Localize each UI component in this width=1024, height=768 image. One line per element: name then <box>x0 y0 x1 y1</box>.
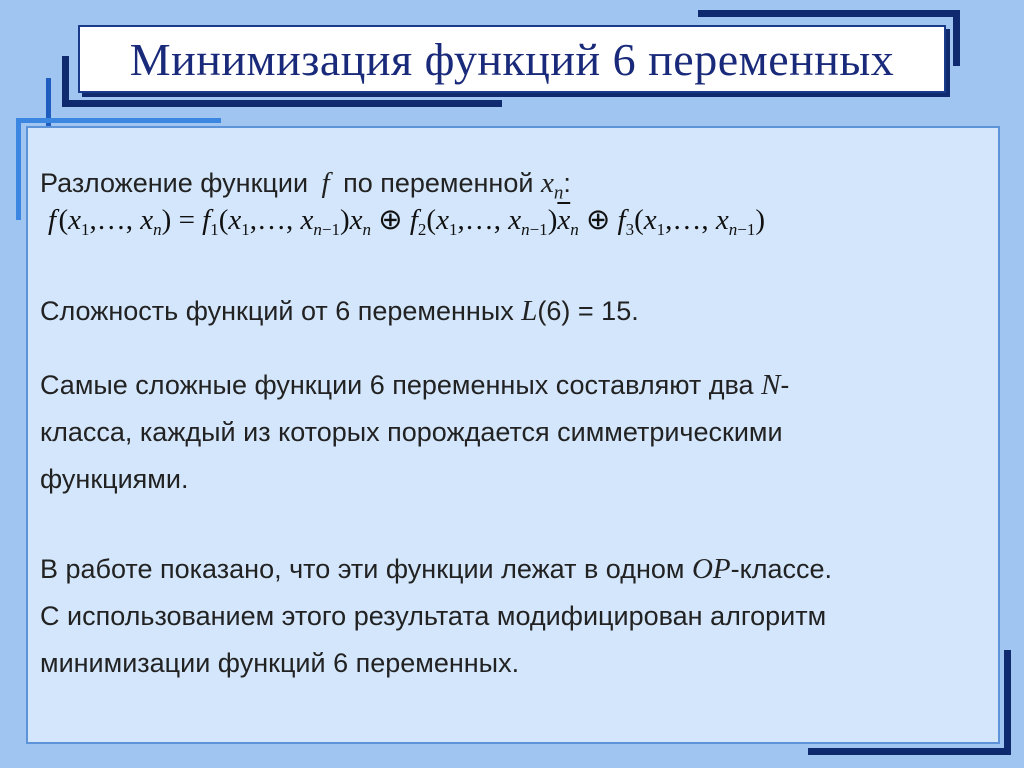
frame-bar-top-right <box>698 10 960 17</box>
decomposition-formula: f ($x_1,\dots$, $x_n$) = $f_1(x_1,\dots$, $x_{n-1})x_n$ ⊕ $f_2(x_1,\dots$, $x_{n-1})\overline{x}_n$ ⊕ $f_3(x_1,\dots$, $x_{n-1}$) <box>48 204 766 239</box>
frame-bar-left-top <box>16 118 221 123</box>
slide-title: Минимизация функций 6 переменных <box>129 33 895 85</box>
paragraph-decomposition: Разложение функции f по переменной $x_n$: <box>40 167 571 204</box>
frame-bar-right-vertical <box>953 10 960 66</box>
frame-bar-left-long <box>16 120 21 220</box>
frame-bar-bottom-right-vertical <box>1004 650 1011 754</box>
frame-bar-bottom <box>62 100 502 107</box>
frame-bar-left-vertical <box>62 56 69 104</box>
paragraph-complex-functions: Самые сложные функции 6 переменных составляют два N- класса, каждый из которых порождается симметрическими функциями. <box>40 369 790 494</box>
title-box <box>78 25 946 93</box>
frame-bar-bottom-right-horizontal <box>808 748 1011 755</box>
paragraph-complexity: Сложность функций от 6 переменных L(6) = 15. <box>40 295 639 327</box>
paragraph-result: В работе показано, что эти функции лежат в одном OP-классе. С использованием этого результата модифицирован алгоритм минимизации функций 6 переменных. <box>40 553 833 678</box>
